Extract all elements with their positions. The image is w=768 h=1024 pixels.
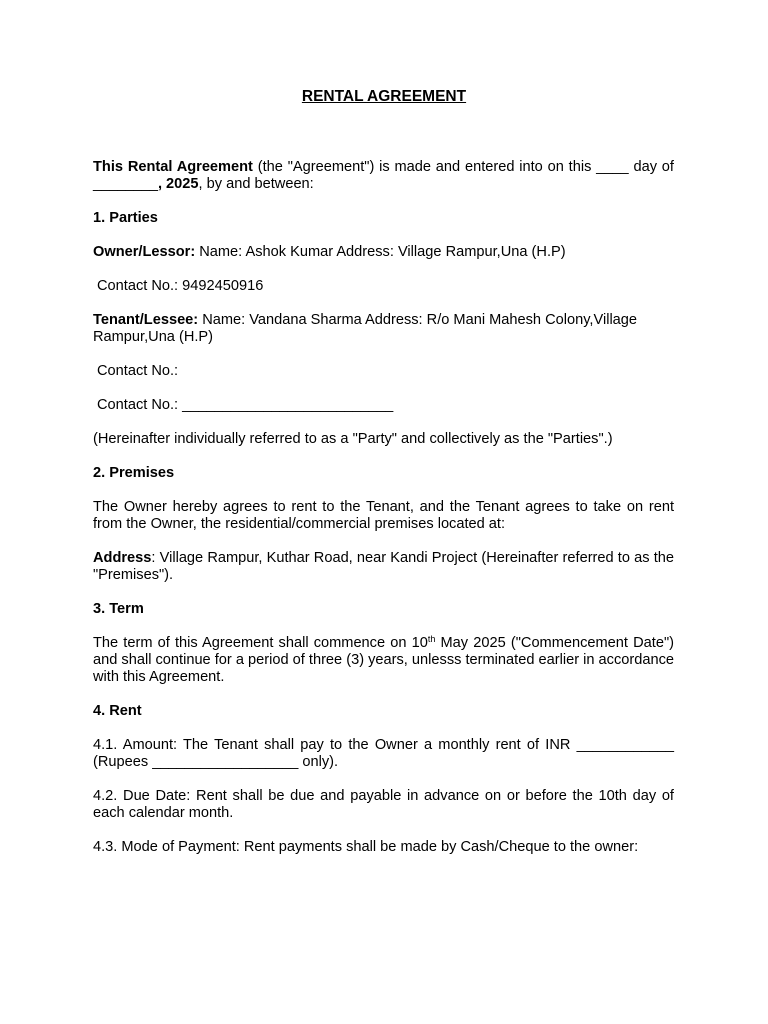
address-text: : Village Rampur, Kuthar Road, near Kandi Project (Hereinafter referred to as the "Premises"). [93, 550, 674, 583]
intro-bold-lead: This Rental Agreement [93, 159, 253, 175]
premises-text: The Owner hereby agrees to rent to the Tenant, and the Tenant agrees to take on rent from the Owner, the residential/commercial premises located at: [93, 499, 674, 532]
parties-note: (Hereinafter individually referred to as a "Party" and collectively as the "Parties".) [93, 431, 613, 447]
intro-year: , 2025 [157, 176, 199, 192]
owner-label: Owner/Lessor: [93, 244, 196, 260]
intro-text-2: , by and between: [198, 176, 314, 192]
section-heading-term: 3. Term [93, 601, 144, 617]
owner-contact: Contact No.: 9492450916 [97, 278, 264, 294]
section-heading-parties: 1. Parties [93, 210, 158, 226]
tenant-label: Tenant/Lessee: [93, 312, 199, 328]
rent-amount: 4.1. Amount: The Tenant shall pay to the Owner a monthly rent of INR ____________ (Rupees __________________ only). [93, 737, 674, 770]
address-label: Address [93, 550, 152, 566]
term-text [93, 635, 674, 686]
intro-paragraph [93, 159, 674, 193]
rent-mode: 4.3. Mode of Payment: Rent payments shall be made by Cash/Cheque to the owner: [93, 839, 639, 855]
document-body [93, 159, 674, 856]
term-text-1: The term of this Agreement shall commence on 10 [93, 635, 428, 651]
tenant-paragraph [93, 312, 674, 346]
rent-due-date: 4.2. Due Date: Rent shall be due and payable in advance on or before the 10th day of each calendar month. [93, 788, 674, 821]
term-text-2: May 2025 ("Commencement Date") and shall continue for a period of three (3) years, unlesss terminated earlier in accordance with this Agreement. [93, 635, 674, 685]
document-title: RENTAL AGREEMENT [301, 88, 467, 105]
owner-details: Name: Ashok Kumar Address: Village Rampur,Una (H.P) [195, 244, 566, 260]
tenant-contact-1: Contact No.: [97, 363, 179, 379]
term-superscript: th [427, 634, 436, 644]
tenant-details: Name: Vandana Sharma Address: R/o Mani Mahesh Colony,Village Rampur,Una (H.P) [93, 312, 638, 345]
premises-address [93, 550, 674, 584]
section-heading-premises: 2. Premises [93, 465, 175, 481]
section-heading-rent: 4. Rent [93, 703, 142, 719]
owner-paragraph [93, 244, 674, 261]
tenant-contact-2: Contact No.: __________________________ [97, 397, 394, 413]
intro-text-1: (the "Agreement") is made and entered into on this ____ day of ________ [93, 159, 674, 192]
